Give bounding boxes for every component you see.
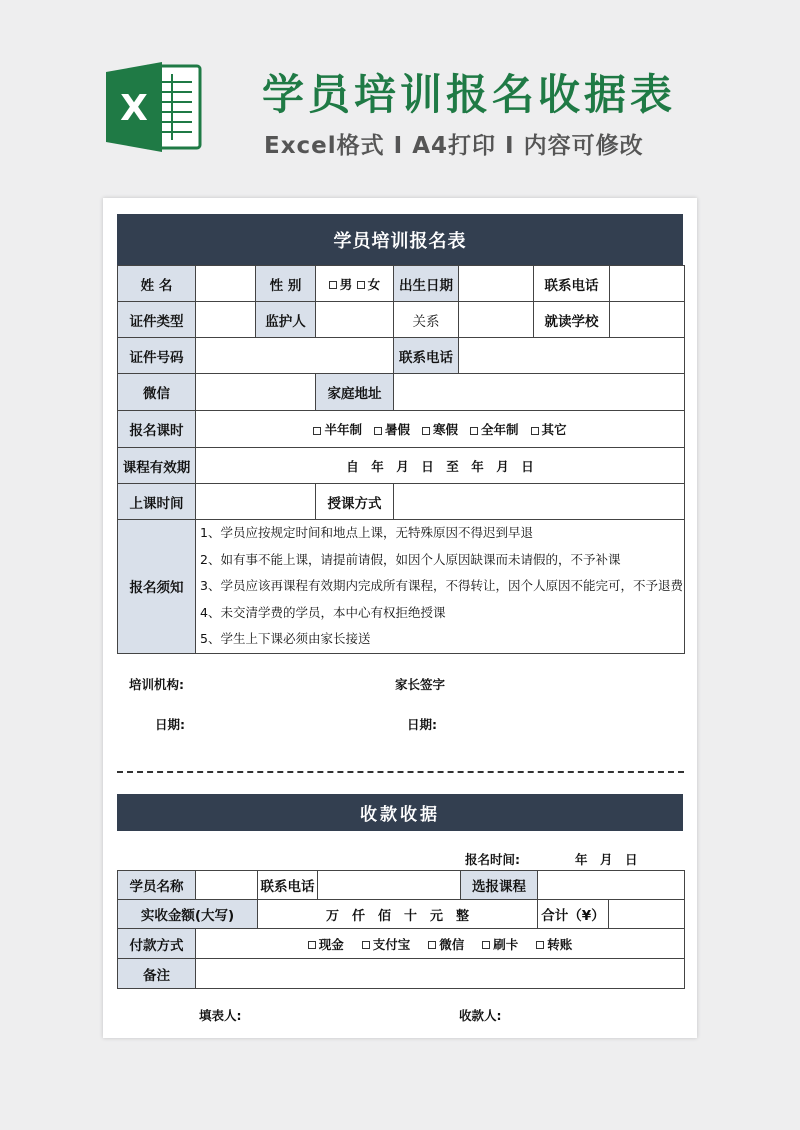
parent-sign-label: 家长签字 (395, 677, 446, 692)
form-sheet (103, 198, 697, 1038)
date-label: 日期: (155, 717, 185, 732)
contact-phone-label: 联系电话 (534, 266, 610, 302)
note-item: 4、未交清学费的学员，本中心有权拒绝授课 (200, 604, 446, 620)
contact-phone-field-2[interactable] (459, 338, 685, 374)
amount-units[interactable]: 万 仟 佰 十 元 整 (258, 900, 538, 929)
logo-letter: X (120, 88, 148, 129)
page-title: 学员培训报名收据表 (262, 70, 677, 119)
payment-method-label: 付款方式 (118, 929, 196, 959)
excel-logo-icon (104, 58, 202, 156)
id-number-field[interactable] (196, 338, 394, 374)
payment-options (196, 929, 685, 959)
page-subtitle: Excel格式 I A4打印 I 内容可修改 (264, 133, 644, 159)
option-other[interactable]: 其它 (531, 420, 567, 438)
birth-date-field[interactable] (459, 266, 534, 302)
female-checkbox[interactable]: 女 (357, 277, 381, 292)
option-winter[interactable]: 寒假 (422, 420, 458, 438)
signup-date-units: 年 月 日 (575, 852, 638, 867)
cut-line (117, 771, 684, 773)
amount-label: 实收金额(大写) (118, 900, 258, 929)
birth-date-label: 出生日期 (394, 266, 459, 302)
note-item: 5、学生上下课必须由家长接送 (200, 631, 371, 646)
school-label: 就读学校 (534, 302, 610, 338)
form-title: 学员培训报名表 (117, 214, 683, 265)
total-label: 合计（¥） (538, 900, 609, 929)
id-type-field[interactable] (196, 302, 256, 338)
guardian-field[interactable] (316, 302, 394, 338)
address-field[interactable] (394, 374, 685, 411)
pay-alipay[interactable]: 支付宝 (362, 935, 411, 953)
wechat-label: 微信 (118, 374, 196, 411)
student-name-field[interactable] (196, 871, 258, 900)
student-name-label: 学员名称 (118, 871, 196, 900)
course-hours-options (196, 411, 685, 448)
receipt-table (117, 870, 685, 989)
gender-label: 性 别 (256, 266, 316, 302)
class-time-field[interactable] (196, 484, 316, 520)
selected-course-label: 选报课程 (461, 871, 538, 900)
note-item: 2、如有事不能上课，请提前请假，如因个人原因缺课而未请假的，不予补课 (200, 551, 621, 567)
option-summer[interactable]: 暑假 (374, 420, 410, 438)
pay-card[interactable]: 刷卡 (482, 935, 518, 953)
relation-label: 关系 (394, 302, 459, 338)
receipt-title: 收款收据 (117, 794, 683, 831)
registration-table (117, 265, 685, 654)
teaching-method-label: 授课方式 (316, 484, 394, 520)
teaching-method-field[interactable] (394, 484, 685, 520)
receipt-phone-field[interactable] (318, 871, 461, 900)
school-field[interactable] (610, 302, 685, 338)
org-label: 培训机构: (129, 677, 184, 692)
remark-field[interactable] (196, 959, 685, 989)
note-item: 3、学员应该再课程有效期内完成所有课程，不得转让，因个人原因不能完可，不予退费 (200, 578, 683, 593)
class-time-label: 上课时间 (118, 484, 196, 520)
total-field[interactable] (609, 900, 685, 929)
pay-cash[interactable]: 现金 (308, 935, 344, 953)
pay-transfer[interactable]: 转账 (536, 935, 572, 953)
selected-course-field[interactable] (538, 871, 685, 900)
id-type-label: 证件类型 (118, 302, 196, 338)
address-label: 家庭地址 (316, 374, 394, 411)
name-label: 姓 名 (118, 266, 196, 302)
receipt-phone-label: 联系电话 (258, 871, 318, 900)
id-number-label: 证件号码 (118, 338, 196, 374)
pay-wechat[interactable]: 微信 (428, 935, 464, 953)
course-hours-label: 报名课时 (118, 411, 196, 448)
gender-options (316, 266, 394, 302)
relation-field[interactable] (459, 302, 534, 338)
contact-phone-field[interactable] (610, 266, 685, 302)
note-item: 1、学员应按规定时间和地点上课，无特殊原因不得迟到早退 (200, 525, 533, 540)
filler-label: 填表人: (199, 1008, 242, 1023)
contact-phone-label-2: 联系电话 (394, 338, 459, 374)
wechat-field[interactable] (196, 374, 316, 411)
male-checkbox[interactable]: 男 (329, 277, 353, 292)
notes-list (196, 520, 685, 654)
name-field[interactable] (196, 266, 256, 302)
option-full-year[interactable]: 全年制 (470, 420, 519, 438)
payee-label: 收款人: (459, 1008, 502, 1023)
validity-label: 课程有效期 (118, 448, 196, 484)
option-half-year[interactable]: 半年制 (313, 420, 362, 438)
notes-label: 报名须知 (118, 520, 196, 654)
guardian-label: 监护人 (256, 302, 316, 338)
date-label-2: 日期: (407, 717, 437, 732)
signup-time-label: 报名时间: (465, 852, 520, 867)
remark-label: 备注 (118, 959, 196, 989)
validity-range[interactable]: 自 年 月 日 至 年 月 日 (196, 448, 685, 484)
